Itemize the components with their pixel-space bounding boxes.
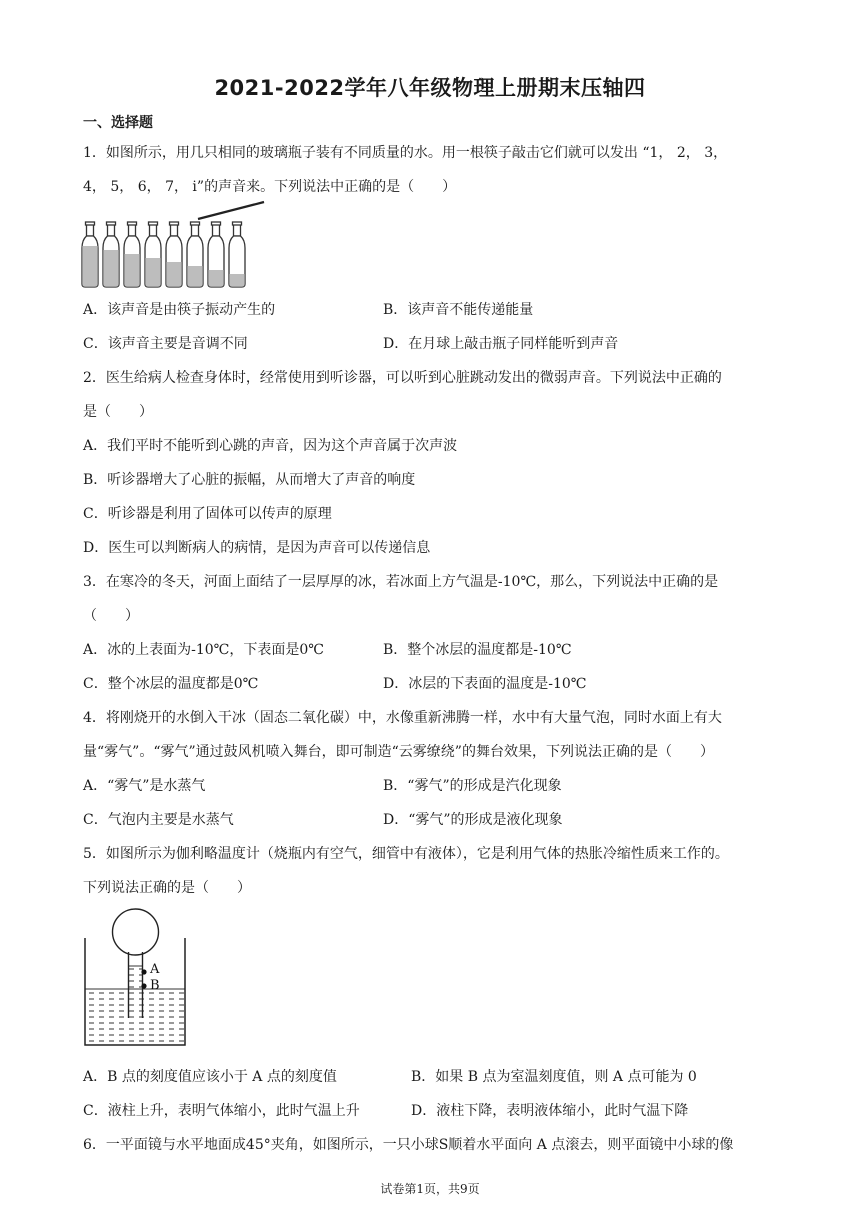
question-2-text: 2．医生给病人检查身体时，经常使用到听诊器，可以听到心脏跳动发出的微弱声音。下列说法中正确的 — [83, 370, 722, 386]
bottle — [103, 222, 119, 287]
bottle — [187, 222, 203, 287]
bottles-figure — [76, 198, 276, 290]
bottle — [145, 222, 161, 287]
bottle — [229, 222, 245, 287]
q4-option-a[interactable]: A．“雾气”是水蒸气 — [83, 778, 206, 794]
q3-option-b[interactable]: B．整个冰层的温度都是-10℃ — [383, 642, 572, 658]
section-heading: 一、选择题 — [83, 115, 153, 131]
question-1-text-cont: 4， 5， 6， 7， i”的声音来。下列说法中正确的是（ ） — [83, 179, 457, 195]
bottle — [208, 222, 224, 287]
question-3-text-cont: （ ） — [83, 608, 139, 624]
q2-option-a[interactable]: A．我们平时不能听到心跳的声音，因为这个声音属于次声波 — [83, 438, 458, 454]
q4-option-b[interactable]: B．“雾气”的形成是汽化现象 — [383, 778, 562, 794]
q4-option-c[interactable]: C．气泡内主要是水蒸气 — [83, 812, 234, 828]
q3-option-d[interactable]: D．冰层的下表面的温度是-10℃ — [383, 676, 587, 692]
question-4-text-cont: 量“雾气”。“雾气”通过鼓风机喷入舞台，即可制造“云雾缭绕”的舞台效果，下列说法正确的是（ ） — [83, 744, 714, 760]
q1-option-c[interactable]: C．该声音主要是音调不同 — [83, 336, 248, 352]
q1-option-d[interactable]: D．在月球上敲击瓶子同样能听到声音 — [383, 336, 619, 352]
q4-option-d[interactable]: D．“雾气”的形成是液化现象 — [383, 812, 563, 828]
liquid-in-tank — [85, 989, 185, 1045]
question-5-text-cont: 下列说法正确的是（ ） — [83, 880, 251, 896]
flask-bulb — [113, 909, 159, 955]
q5-option-b[interactable]: B．如果 B 点为室温刻度值，则 A 点可能为 0 — [411, 1069, 697, 1085]
q1-option-b[interactable]: B．该声音不能传递能量 — [383, 302, 534, 318]
liquid-in-tube — [129, 966, 143, 989]
question-4-text: 4．将刚烧开的水倒入干冰（固态二氧化碳）中，水像重新沸腾一样，水中有大量气泡，同时水面上有大 — [83, 710, 722, 726]
q3-option-c[interactable]: C．整个冰层的温度都是0℃ — [83, 676, 259, 692]
bottle — [166, 222, 182, 287]
page-footer: 试卷第1页，共9页 — [380, 1182, 480, 1196]
point-b-label: B — [150, 978, 160, 993]
bottle — [124, 222, 140, 287]
q5-option-a[interactable]: A．B 点的刻度值应该小于 A 点的刻度值 — [83, 1069, 337, 1085]
q5-option-c[interactable]: C．液柱上升，表明气体缩小，此时气温上升 — [83, 1103, 360, 1119]
point-a-dot — [141, 969, 146, 974]
q3-option-a[interactable]: A．冰的上表面为-10℃，下表面是0℃ — [83, 642, 324, 658]
question-6-text: 6．一平面镜与水平地面成45°夹角，如图所示，一只小球S顺着水平面向 A 点滚去，则平面镜中小球的像 — [83, 1137, 734, 1153]
bottle — [82, 222, 98, 287]
question-5-text: 5．如图所示为伽利略温度计（烧瓶内有空气，细管中有液体），它是利用气体的热胀冷缩性质来工作的。 — [83, 846, 729, 862]
point-b-dot — [141, 983, 146, 988]
q1-option-a[interactable]: A．该声音是由筷子振动产生的 — [83, 302, 276, 318]
q2-option-d[interactable]: D．医生可以判断病人的病情，是因为声音可以传递信息 — [83, 540, 431, 556]
chopstick — [198, 202, 264, 219]
question-1-text: 1．如图所示，用几只相同的玻璃瓶子装有不同质量的水。用一根筷子敲击它们就可以发出 “1， 2， 3， — [83, 145, 728, 161]
q2-option-b[interactable]: B．听诊器增大了心脏的振幅，从而增大了声音的响度 — [83, 472, 416, 488]
q5-option-d[interactable]: D．液柱下降，表明液体缩小，此时气温下降 — [411, 1103, 689, 1119]
question-2-text-cont: 是（ ） — [83, 404, 153, 420]
question-3-text: 3．在寒冷的冬天，河面上面结了一层厚厚的冰，若冰面上方气温是-10℃，那么，下列说法中正确的是 — [83, 574, 719, 590]
point-a-label: A — [150, 962, 160, 977]
q2-option-c[interactable]: C．听诊器是利用了固体可以传声的原理 — [83, 506, 332, 522]
galileo-thermometer-figure — [78, 906, 198, 1050]
page-title: 2021-2022学年八年级物理上册期末压轴四 — [214, 76, 646, 100]
